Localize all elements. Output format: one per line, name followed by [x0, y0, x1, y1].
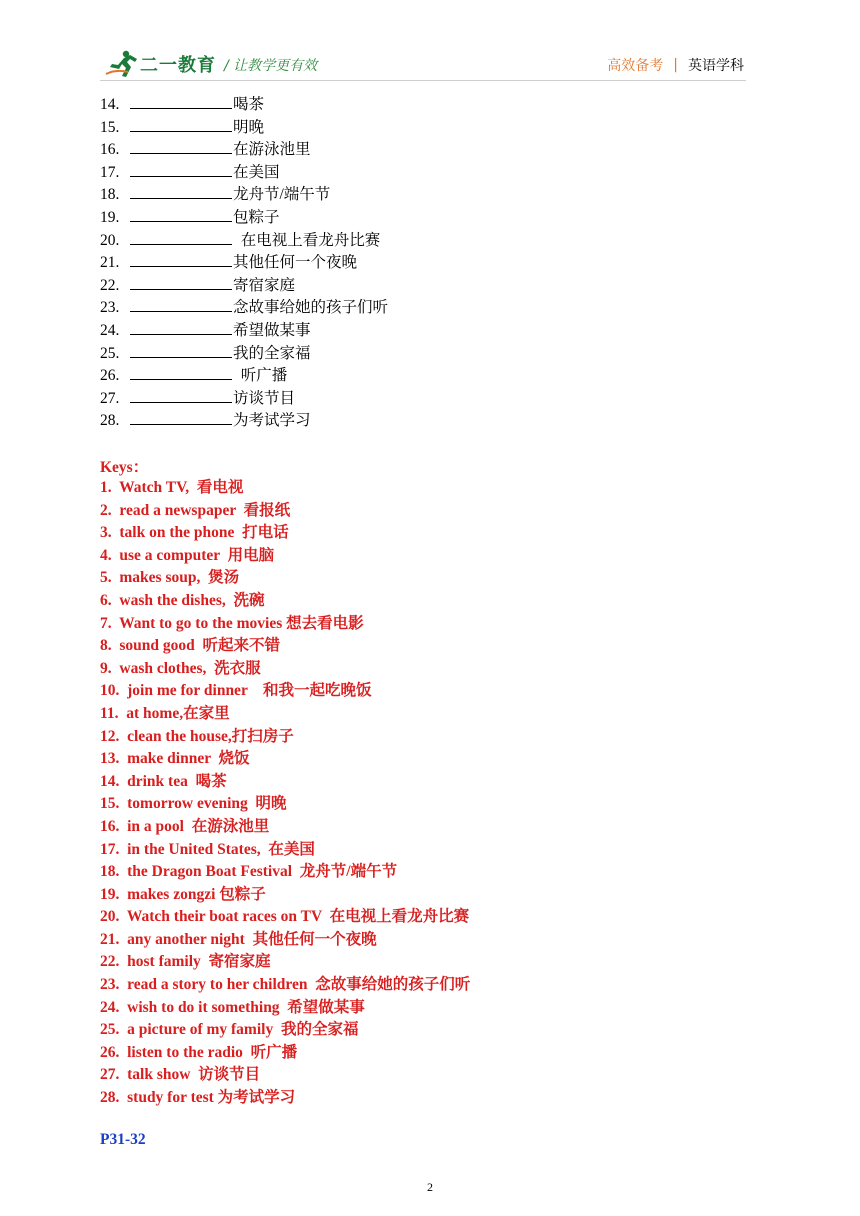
key-item: 26. listen to the radio 听广播	[100, 1043, 298, 1061]
fill-in-list	[100, 94, 388, 433]
key-item: 13. make dinner 烧饭	[100, 750, 250, 768]
answer-blank	[130, 297, 232, 312]
key-item: 8. sound good 听起来不错	[100, 637, 281, 655]
fill-row	[100, 184, 388, 207]
fill-row	[100, 388, 388, 411]
header-tag-subject: 英语学科	[688, 58, 744, 74]
answer-blank	[130, 388, 232, 403]
fill-prompt: 访谈节目	[233, 389, 296, 407]
page-header	[0, 0, 860, 90]
fill-prompt: 为考试学习	[233, 412, 311, 430]
fill-number: 28.	[100, 412, 120, 430]
header-subject	[607, 55, 744, 75]
header-tag-prep: 高效备考	[607, 58, 664, 74]
fill-number: 16.	[100, 141, 120, 159]
key-item: 22. host family 寄宿家庭	[100, 953, 271, 971]
header-separator: |	[673, 57, 678, 73]
logo-text: 二一教育	[140, 55, 216, 76]
answer-blank	[130, 410, 232, 425]
fill-row	[100, 343, 388, 366]
slogan: / 让教学更有效	[224, 58, 318, 74]
fill-row	[100, 94, 388, 117]
fill-prompt: 喝茶	[233, 96, 265, 113]
key-item: 19. makes zongzi 包粽子	[100, 885, 266, 903]
fill-number: 18.	[100, 186, 120, 204]
key-item: 20. Watch their boat races on TV 在电视上看龙舟比赛	[100, 908, 470, 926]
fill-number: 15.	[100, 118, 120, 136]
fill-number: 25.	[100, 344, 120, 362]
answer-blank	[130, 117, 232, 132]
fill-prompt: 在美国	[233, 163, 280, 181]
fill-prompt: 在游泳池里	[233, 141, 311, 159]
section-label: P31-32	[100, 1131, 146, 1148]
key-item: 27. talk show 访谈节目	[100, 1066, 261, 1084]
answer-blank	[130, 275, 232, 290]
fill-prompt: 我的全家福	[233, 344, 311, 362]
answer-key-list	[100, 477, 470, 1110]
fill-prompt: 希望做某事	[233, 321, 311, 339]
fill-number: 20.	[100, 231, 120, 249]
runner-logo-icon	[104, 50, 138, 78]
key-item: 17. in the United States, 在美国	[100, 840, 315, 858]
fill-number: 14.	[100, 96, 120, 113]
answer-blank	[130, 320, 232, 335]
key-item: 18. the Dragon Boat Festival 龙舟节/端午节	[100, 863, 398, 881]
key-item: 14. drink tea 喝茶	[100, 772, 227, 790]
logo	[104, 50, 216, 78]
answer-blank	[130, 343, 232, 358]
key-item: 24. wish to do it something 希望做某事	[100, 998, 365, 1016]
key-item: 9. wash clothes, 洗衣服	[100, 659, 261, 677]
key-item: 2. read a newspaper 看报纸	[100, 501, 291, 519]
key-item: 5. makes soup, 煲汤	[100, 569, 240, 587]
key-item: 10. join me for dinner 和我一起吃晚饭	[100, 682, 372, 700]
fill-prompt: 其他任何一个夜晚	[233, 254, 358, 272]
answer-blank	[130, 252, 232, 267]
key-item: 6. wash the dishes, 洗碗	[100, 591, 265, 609]
fill-number: 21.	[100, 254, 120, 272]
key-item: 28. study for test 为考试学习	[100, 1089, 296, 1107]
key-item: 21. any another night 其他任何一个夜晚	[100, 930, 377, 948]
key-item: 7. Want to go to the movies 想去看电影	[100, 614, 364, 632]
answer-blank	[130, 230, 232, 245]
fill-number: 19.	[100, 208, 120, 226]
fill-row	[100, 207, 388, 230]
fill-prompt: 听广播	[233, 367, 288, 385]
answer-blank	[130, 207, 232, 222]
fill-number: 24.	[100, 321, 120, 339]
fill-row	[100, 252, 388, 275]
key-item: 4. use a computer 用电脑	[100, 546, 275, 564]
fill-row	[100, 139, 388, 162]
fill-number: 23.	[100, 299, 120, 317]
fill-row	[100, 410, 388, 433]
fill-row	[100, 320, 388, 343]
key-item: 1. Watch TV, 看电视	[100, 479, 244, 496]
key-item: 3. talk on the phone 打电话	[100, 524, 289, 542]
fill-prompt: 在电视上看龙舟比赛	[233, 231, 381, 249]
fill-prompt: 包粽子	[233, 208, 280, 226]
fill-number: 17.	[100, 163, 120, 181]
keys-title: Keys：	[100, 459, 149, 476]
answer-blank	[130, 184, 232, 199]
fill-row	[100, 365, 388, 388]
fill-prompt: 龙舟节/端午节	[233, 186, 331, 204]
page-number: 2	[427, 1180, 433, 1194]
answer-blank	[130, 94, 232, 109]
answer-blank	[130, 162, 232, 177]
fill-number: 22.	[100, 276, 120, 294]
key-item: 15. tomorrow evening 明晚	[100, 795, 287, 813]
fill-row	[100, 117, 388, 140]
fill-prompt: 明晚	[233, 118, 265, 136]
fill-row	[100, 297, 388, 320]
key-item: 12. clean the house,打扫房子	[100, 727, 294, 745]
key-item: 16. in a pool 在游泳池里	[100, 817, 270, 835]
fill-number: 26.	[100, 367, 120, 385]
key-item: 25. a picture of my family 我的全家福	[100, 1021, 359, 1039]
fill-row	[100, 162, 388, 185]
fill-row	[100, 230, 388, 253]
fill-row	[100, 275, 388, 298]
answer-blank	[130, 139, 232, 154]
answer-blank	[130, 365, 232, 380]
fill-number: 27.	[100, 389, 120, 407]
fill-prompt: 念故事给她的孩子们听	[233, 299, 389, 317]
key-item: 23. read a story to her children 念故事给她的孩子们听	[100, 976, 471, 994]
header-divider	[100, 80, 746, 81]
fill-prompt: 寄宿家庭	[233, 276, 296, 294]
key-item: 11. at home,在家里	[100, 704, 230, 722]
